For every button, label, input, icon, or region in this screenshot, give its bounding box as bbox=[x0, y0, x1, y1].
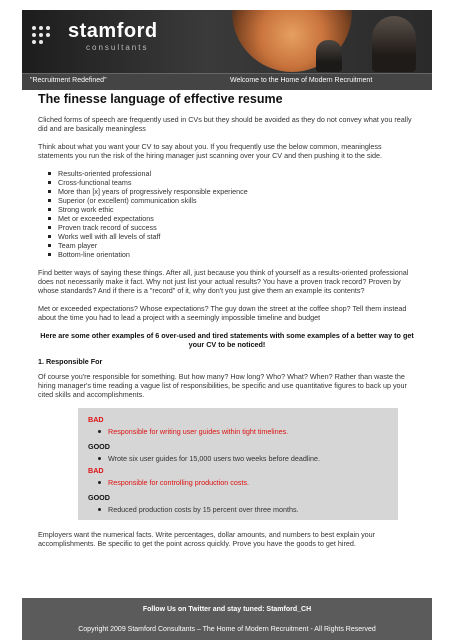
good-label: GOOD bbox=[88, 442, 110, 451]
logo-subtitle: consultants bbox=[86, 43, 149, 52]
good-label: GOOD bbox=[88, 493, 110, 502]
good-example: Wrote six user guides for 15,000 users two weeks before deadline. bbox=[98, 454, 388, 463]
paragraph-4: Met or exceeded expectations? Whose expectations? The guy down the street at the coffee shop? Tell them instead about the time you had to lead a project with a seemingly impossible timeline and budget bbox=[38, 304, 407, 322]
paragraph-2: Think about what you want your CV to say about you. If you frequently use the below common, meaningless statements you run the risk of the hiring manager just scanning over your CV and then pushing it to the side. bbox=[38, 142, 382, 160]
list-item: Superior (or excellent) communication skills bbox=[48, 196, 416, 205]
list-item: Cross-functional teams bbox=[48, 178, 416, 187]
banner-photo-person-small bbox=[316, 40, 342, 72]
paragraph-3: Find better ways of saying these things. After all, just because you think of yourself as a results-oriented professional does not necessarily make it fact. Why not just list your actual results? You have a proven track record? Proven by whose standards? And if there is a "record" of it, why don't you just give them an example its contents? bbox=[38, 268, 409, 295]
banner-strip bbox=[22, 73, 432, 90]
footer bbox=[22, 598, 432, 640]
list-item: Team player bbox=[48, 241, 416, 250]
welcome-text: Welcome to the Home of Modern Recruitment bbox=[230, 77, 373, 84]
header-banner bbox=[22, 10, 432, 90]
copyright-text: Copyright 2009 Stamford Consultants – The Home of Modern Recruitment - All Rights Reserved bbox=[78, 626, 376, 633]
bad-label: BAD bbox=[88, 415, 104, 424]
paragraph-5: Of course you're responsible for something. But how many? How long? Who? What? When? Rather than waste the hiring manager's time reading a vague list of responsibilities, be specific and use quantitative figures to back up your cited skills and accomplishments. bbox=[38, 372, 407, 399]
tagline: "Recruitment Redefined" bbox=[30, 77, 107, 84]
list-item: Works well with all levels of staff bbox=[48, 232, 416, 241]
intro-paragraph: Cliched forms of speech are frequently used in CVs but they should be avoided as they do not convey what you really did and are basically meaningless bbox=[38, 115, 412, 133]
list-item: Proven track record of success bbox=[48, 223, 416, 232]
twitter-follow-text: Follow Us on Twitter and stay tuned: Stamford_CH bbox=[142, 606, 312, 613]
bad-label: BAD bbox=[88, 466, 104, 475]
page-title: The finesse language of effective resume bbox=[38, 92, 283, 106]
bad-example: Responsible for writing user guides within tight timelines. bbox=[98, 427, 388, 436]
good-example: Reduced production costs by 15 percent over three months. bbox=[98, 505, 388, 514]
logo-dots-icon bbox=[32, 26, 62, 46]
highlight-statement: Here are some other examples of 6 over-used and tired statements with some examples of a better way to get your CV to be noticed! bbox=[40, 331, 414, 349]
cliche-list bbox=[38, 169, 416, 259]
paragraph-6: Employers want the numerical facts. Write percentages, dollar amounts, and numbers to best explain your accomplishments. Be specific to get the point across quickly. Prove you have the goods to get hired. bbox=[38, 530, 376, 548]
article-body bbox=[38, 92, 416, 557]
section-heading: 1. Responsible For bbox=[38, 357, 103, 366]
bad-example: Responsible for controlling production costs. bbox=[98, 478, 388, 487]
list-item: Strong work ethic bbox=[48, 205, 416, 214]
list-item: Bottom-line orientation bbox=[48, 250, 416, 259]
list-item: Met or exceeded expectations bbox=[48, 214, 416, 223]
list-item: More than [x] years of progressively responsible experience bbox=[48, 187, 416, 196]
examples-box bbox=[78, 408, 398, 520]
logo-text: stamford bbox=[68, 20, 158, 42]
banner-photo-person bbox=[372, 16, 416, 72]
list-item: Results-oriented professional bbox=[48, 169, 416, 178]
